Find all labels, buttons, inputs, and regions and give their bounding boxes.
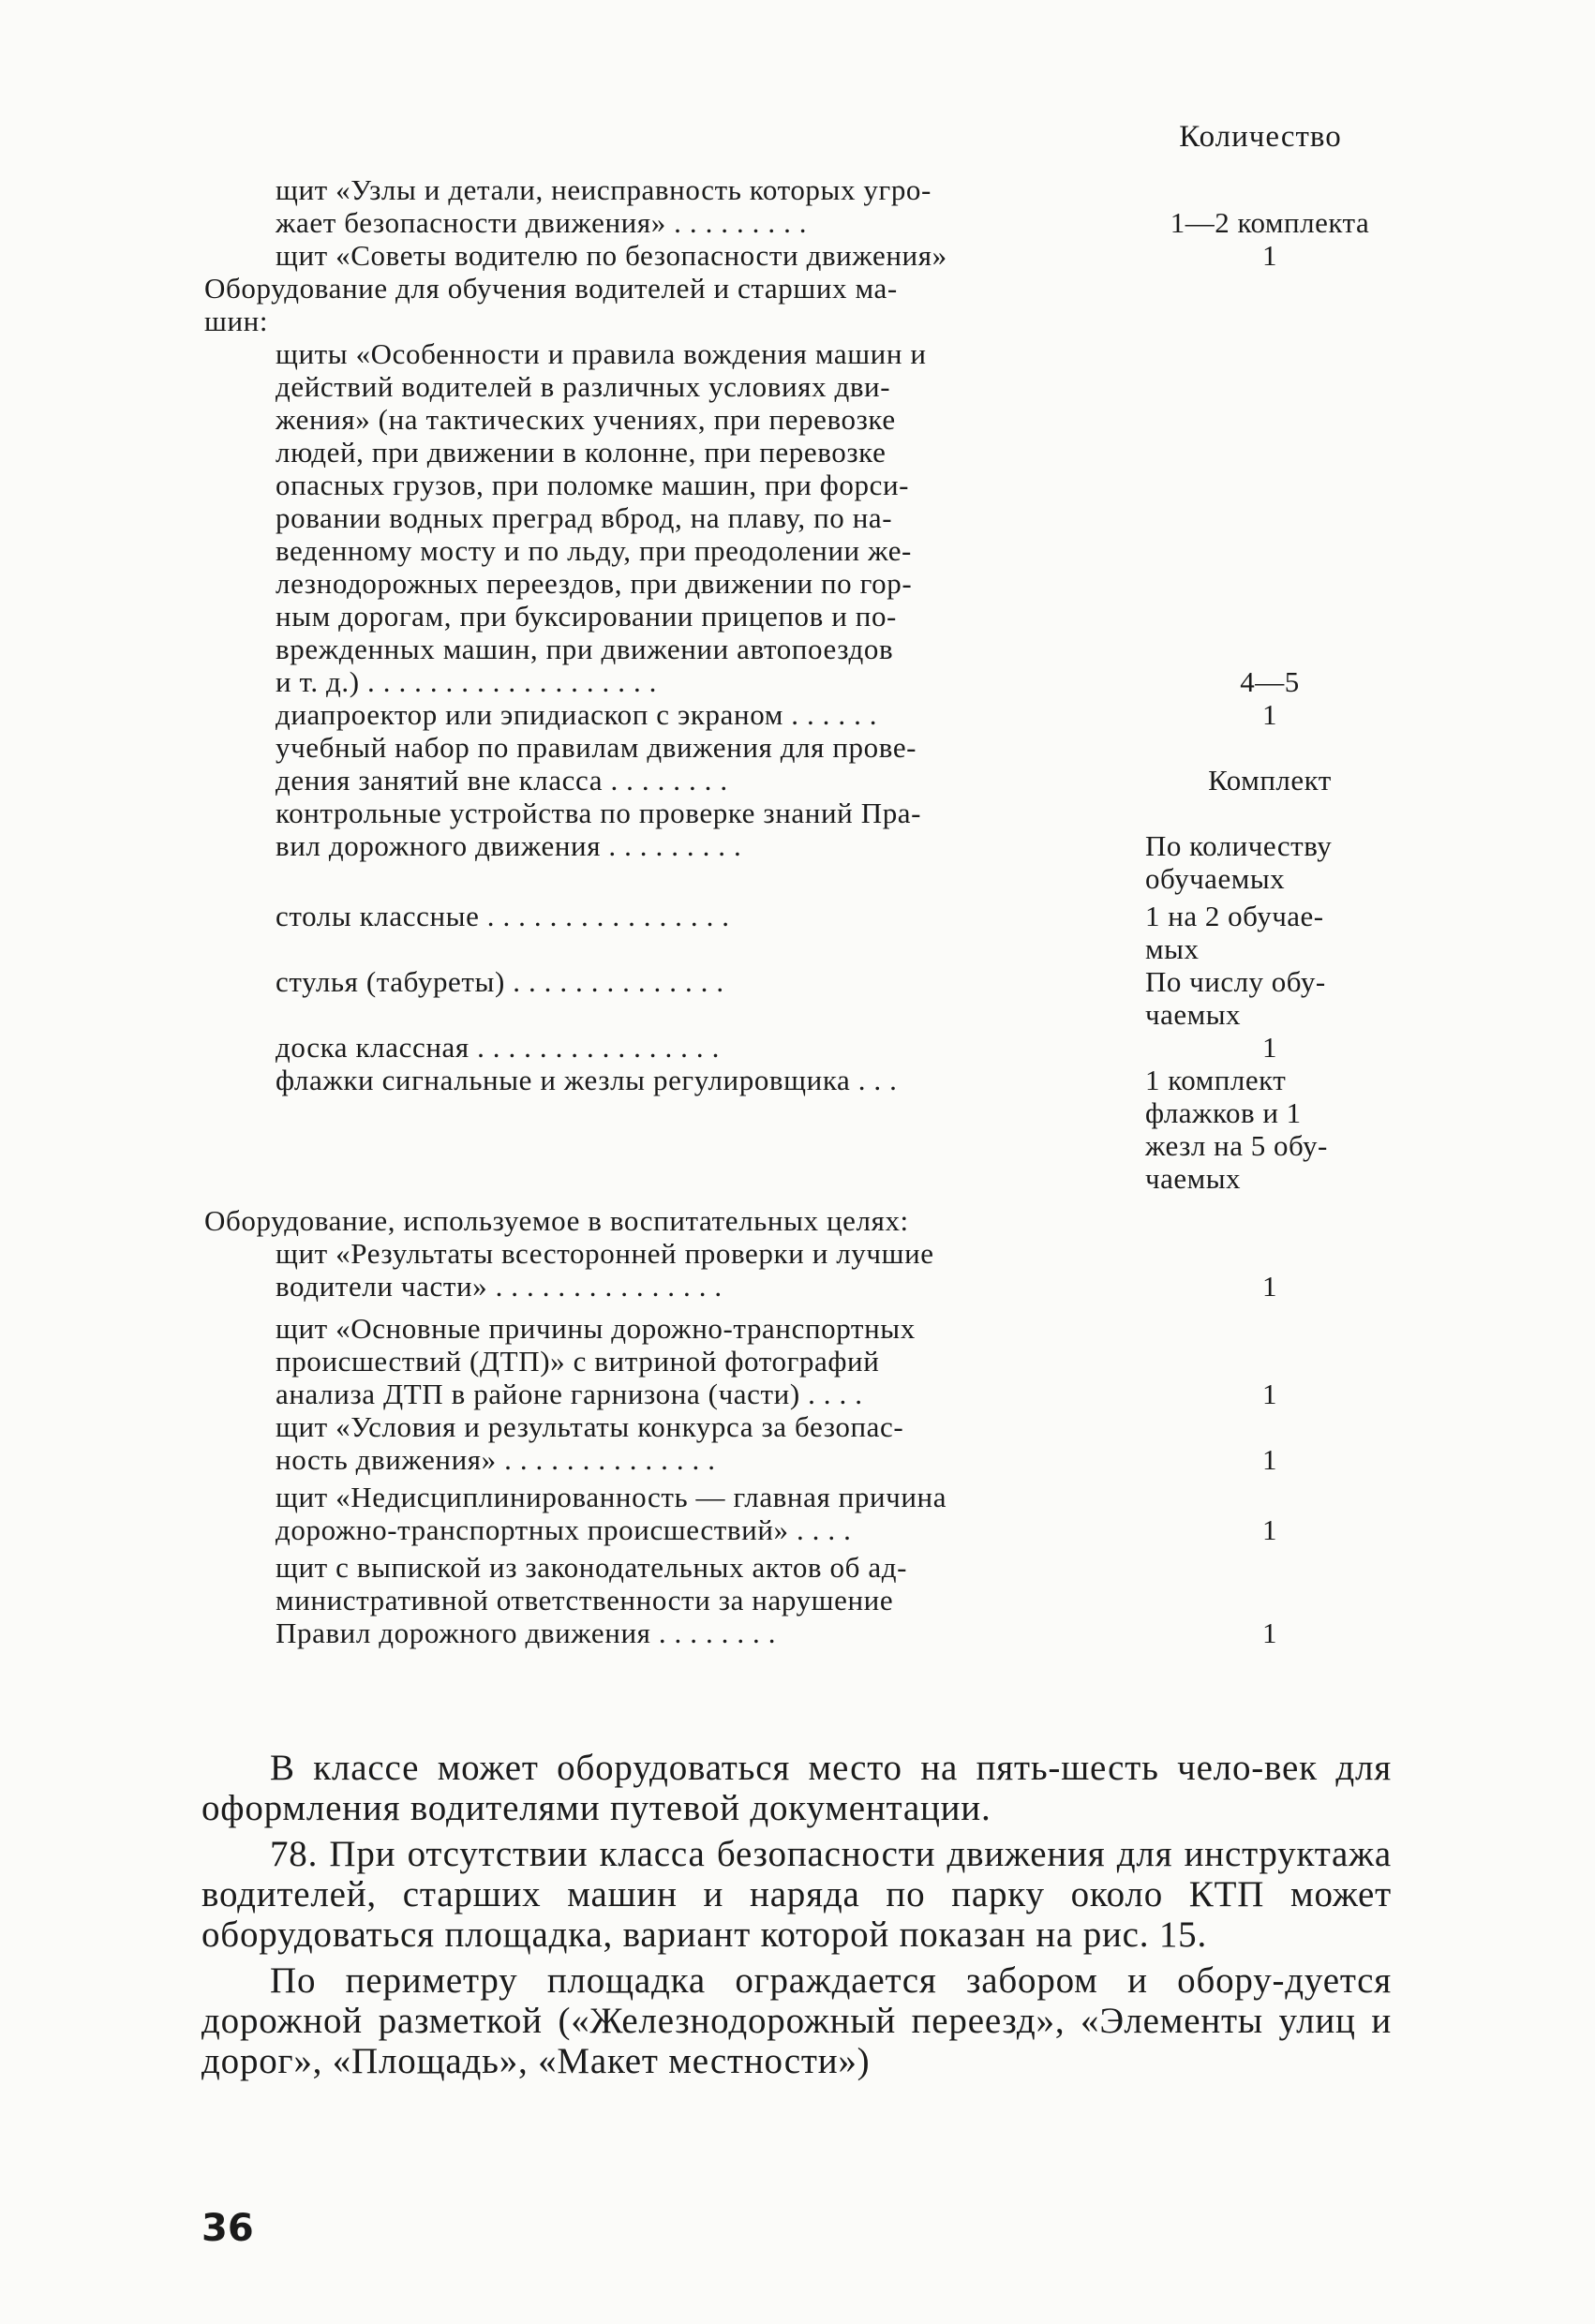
equipment-item-quantity: 1 (1262, 1031, 1277, 1064)
equipment-item-quantity: 1 (1262, 1443, 1277, 1476)
equipment-item-quantity: Комплект (1208, 764, 1332, 797)
equipment-item-name: доска классная . . . . . . . . . . . . . . . . (276, 1031, 720, 1064)
paragraph: В классе может оборудоваться место на пять-шесть чело-век для оформления водителями путевой документации. (201, 1748, 1392, 1828)
equipment-item-name: щит «Условия и результаты конкурса за безопас- ность движения» . . . . . . . . . . . . . . (276, 1410, 904, 1476)
equipment-item-name: щит «Недисциплинированность — главная причина дорожно-транспортных происшествий» . . . . (276, 1481, 947, 1546)
equipment-item-name: стулья (табуреты) . . . . . . . . . . . . . . (276, 965, 724, 998)
equipment-item-name: учебный набор по правилам движения для прове- дения занятий вне класса . . . . . . . . (276, 731, 917, 797)
equipment-item-quantity: По числу обу- чаемых (1145, 965, 1326, 1031)
equipment-item-name: щит с выпиской из законодательных актов об ад- министративной ответственности за нарушение Правил дорожного движения . . . . . . . . (276, 1551, 907, 1649)
equipment-item-quantity: 1 (1262, 1378, 1277, 1410)
equipment-item-quantity: 4—5 (1240, 665, 1300, 698)
equipment-item-quantity: 1 (1262, 239, 1277, 272)
paragraph: По периметру площадка ограждается забором и обору-дуется дорожной разметкой («Железнодорожный переезд», «Элементы улиц и дорог», «Площадь», «Макет местности») (201, 1960, 1392, 2081)
equipment-item-name: щит «Результаты всесторонней проверки и лучшие водители части» . . . . . . . . . . . . . . . (276, 1237, 934, 1303)
equipment-item-name: флажки сигнальные и жезлы регулировщика . . . (276, 1064, 898, 1096)
equipment-item-quantity: 1 комплект флажков и 1 жезл на 5 обу- чаемых (1145, 1064, 1328, 1195)
equipment-item-quantity: По количеству обучаемых (1145, 829, 1333, 895)
equipment-item-quantity: 1—2 комплекта (1170, 206, 1370, 239)
equipment-item-quantity: 1 (1262, 698, 1277, 731)
quantity-column-header: Количество (1179, 120, 1342, 154)
equipment-item-name: контрольные устройства по проверке знаний Пра- вил дорожного движения . . . . . . . . . (276, 797, 922, 862)
equipment-item-name: щит «Советы водителю по безопасности движения» (276, 239, 947, 272)
equipment-item-name: щиты «Особенности и правила вождения машин и действий водителей в различных условиях дви- жения» (на тактических учениях, при перевозке людей, при движении в колонне, при перевозке опасных грузов, при поломке машин, при форси- ровании водных преград вброд, на плаву, по на- веденному мосту и по льду, при преодолении же- лезнодорожных переездов, при движении по гор- ным дорогам, при буксировании прицепов и по- врежденных машин, при движении автопоездов и т. д.) . . . . . . . . . . . . . . . . . . . (276, 337, 927, 698)
equipment-item-name: щит «Узлы и детали, неисправность которых угро- жает безопасности движения» . . . . . . . . . (276, 173, 932, 239)
equipment-item-name: щит «Основные причины дорожно-транспортных происшествий (ДТП)» с витриной фотографий анализа ДТП в районе гарнизона (части) . . . . (276, 1312, 916, 1410)
equipment-item-name: диапроектор или эпидиаскоп с экраном . . . . . . (276, 698, 878, 731)
equipment-item-quantity: 1 (1262, 1513, 1277, 1546)
equipment-item-quantity: 1 (1262, 1616, 1277, 1649)
body-text (201, 1748, 1392, 2087)
equipment-item-quantity: 1 на 2 обучае- мых (1145, 900, 1324, 965)
paragraph: 78. При отсутствии класса безопасности движения для инструктажа водителей, старших машин и наряда по парку около КТП может оборудоваться площадка, вариант которой показан на рис. 15. (201, 1834, 1392, 1955)
section-heading: Оборудование для обучения водителей и старших ма- шин: (204, 272, 898, 337)
page-number: 36 (201, 2207, 254, 2250)
equipment-item-name: столы классные . . . . . . . . . . . . . . . . (276, 900, 730, 932)
section-heading: Оборудование, используемое в воспитательных целях: (204, 1204, 909, 1237)
equipment-item-quantity: 1 (1262, 1270, 1277, 1303)
